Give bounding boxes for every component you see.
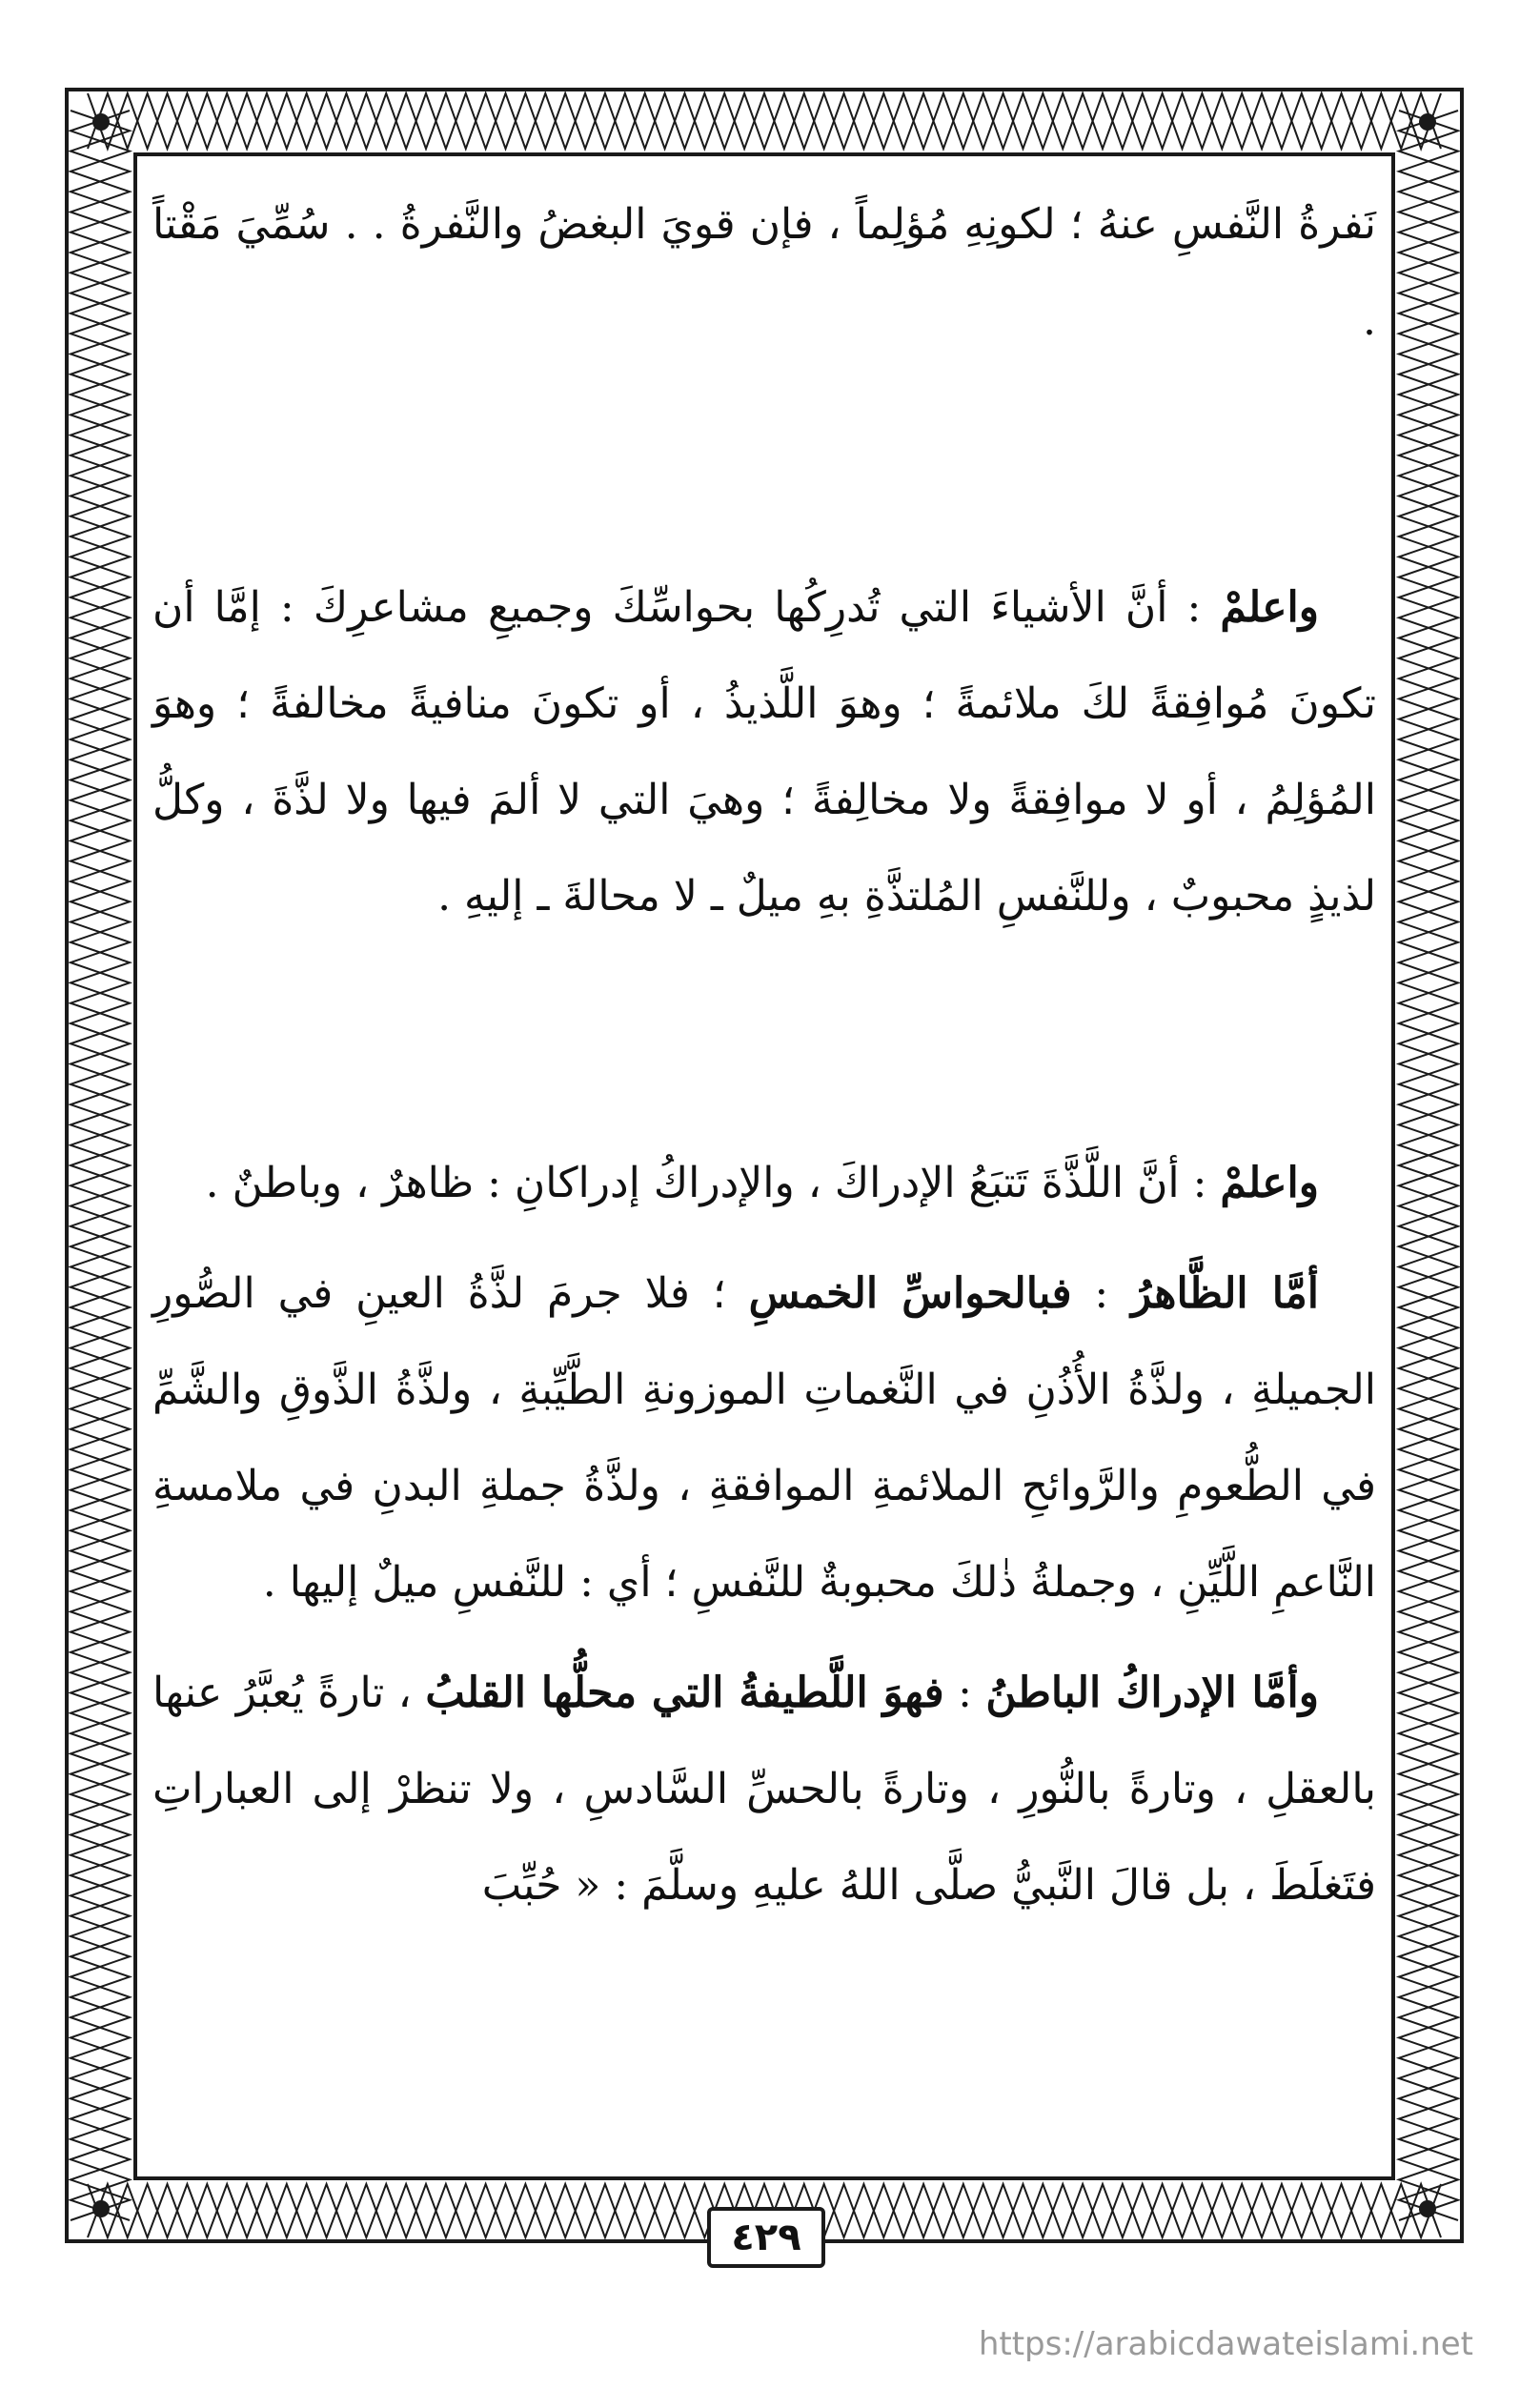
spacer (152, 944, 1376, 1135)
page-text-body (152, 176, 1376, 2168)
bold-text-segment: وأمَّا الإدراكُ الباطنُ (985, 1669, 1319, 1717)
paragraph (152, 1245, 1376, 1630)
paragraph (152, 1135, 1376, 1231)
bold-text-segment: واعلمْ (1220, 583, 1319, 632)
paragraph (152, 1645, 1376, 1933)
text-segment: نَفرةُ النَّفسِ عنهُ ؛ لكونِهِ مُؤلِماً ، فإن قويَ البغضُ والنَّفرةُ . . سُمِّيَ مَقْتاً . (152, 200, 1376, 345)
paragraph (152, 559, 1376, 944)
corner-ornament-icon (1419, 113, 1436, 131)
text-segment: : أنَّ الأشياءَ التي تُدرِكُها بحواسِّكَ وجميعِ مشاعرِكَ : إمَّا أن تكونَ مُوافِقةً لكَ ملائمةً ؛ وهوَ اللَّذيذُ ، أو تكونَ منافيةً مخالفةً ؛ وهوَ المُؤلِمُ ، أو لا موافِقةً ولا مخالِفةً ؛ وهيَ التي لا ألمَ فيها ولا لذَّةَ ، وكلُّ لذيذٍ محبوبٌ ، وللنَّفسِ المُلتذَّةِ بهِ ميلٌ ـ لا محالةَ ـ إليهِ . (152, 583, 1376, 921)
border-zigzag-left-inverse (71, 111, 130, 2220)
border-zigzag-left (71, 111, 130, 2220)
text-segment: : أنَّ اللَّذَّةَ تَتبَعُ الإدراكَ ، والإدراكُ إدراكانِ : ظاهرٌ ، وباطنٌ . (205, 1159, 1221, 1207)
text-segment: : (1071, 1269, 1132, 1318)
border-zigzag-right (1399, 111, 1458, 2220)
bold-text-segment: فبالحواسِّ الخمسِ (748, 1269, 1072, 1318)
text-segment: ، تارةً يُعبَّرُ عنها بالعقلِ ، وتارةً بالنُّورِ ، وتارةً بالحسِّ السَّادسِ ، ولا تنظرْ إلى العباراتِ فتَغلَطَ ، بل قالَ النَّبيُّ صلَّى اللهُ عليهِ وسلَّمَ : « حُبِّبَ (152, 1669, 1376, 1910)
spacer (152, 1630, 1376, 1645)
paragraph (152, 176, 1376, 369)
spacer (152, 369, 1376, 559)
bold-text-segment: أمَّا الظَّاهرُ (1131, 1269, 1320, 1318)
text-segment: : (943, 1669, 986, 1717)
corner-ornament-icon (92, 2200, 110, 2217)
corner-ornament-icon (92, 113, 110, 131)
page-number: ٤٢٩ (707, 2207, 825, 2268)
bold-text-segment: فهوَ اللَّطيفةُ التي محلُّها القلبُ (425, 1669, 944, 1717)
bold-text-segment: واعلمْ (1220, 1159, 1319, 1207)
border-zigzag-right-inverse (1399, 111, 1458, 2220)
text-segment: ؛ فلا جرمَ لذَّةُ العينِ في الصُّورِ الجميلةِ ، ولذَّةُ الأُذُنِ في النَّغماتِ الموزونةِ الطَّيِّبةِ ، ولذَّةُ الذَّوقِ والشَّمِّ في الطُّعومِ والرَّوائحِ الملائمةِ الموافقةِ ، ولذَّةُ جملةِ البدنِ في ملامسةِ النَّاعمِ اللَّيِّنِ ، وجملةُ ذٰلكَ محبوبةٌ للنَّفسِ ؛ أي : للنَّفسِ ميلٌ إليها . (152, 1269, 1376, 1607)
corner-ornament-icon (1419, 2200, 1436, 2217)
source-watermark-url: https://arabicdawateislami.net (978, 2325, 1473, 2363)
spacer (152, 1231, 1376, 1245)
